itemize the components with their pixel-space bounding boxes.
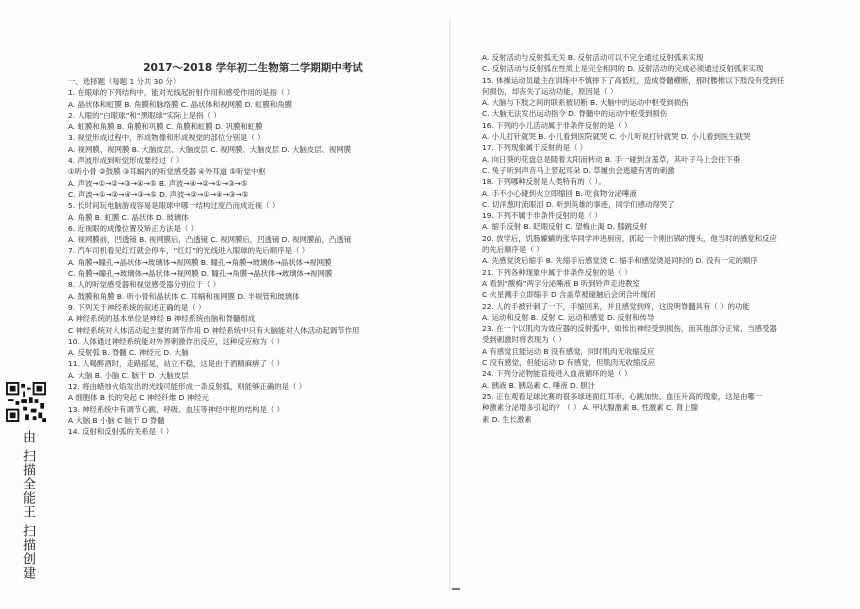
- right-page-line: A. 大脑与下肢之间的联系被切断 B. 大脑中的运动中枢受到损伤: [482, 98, 689, 108]
- right-page-line: A 看到“酸梅”两字分泌唾液 B 听到铃声走进教室: [482, 278, 640, 288]
- left-page-line: C 神经系统对人体活动起主要的调节作用 D 神经系统中只有大脑能对人体活动起调节作用: [68, 325, 360, 335]
- right-page-line: 25. 正在观看足球比赛的很多球迷面红耳赤、心跳加快、血压升高的现象，这是由哪一: [482, 391, 763, 401]
- right-question-list: [482, 52, 842, 425]
- right-page-line: 20. 放学后，饥肠辘辘的张华同学冲进厨房，抓起一个刚出锅的馒头，他当时的感觉和反应: [482, 233, 777, 243]
- left-page-line: A. 声波→①→②→③→④→⑤ B. 声波→④→②→①→③→⑤: [68, 178, 248, 188]
- left-page-line: A. 晶状体和虹膜 B. 角膜和脉络膜 C. 晶状体和视网膜 D. 虹膜和角膜: [68, 99, 293, 109]
- left-page-line: A. 视网膜前，凹透镜 B. 视网膜后，凸透镜 C. 视网膜后，凹透镜 D. 视网膜前，凸透镜: [68, 235, 352, 245]
- left-page-line: A. 反射弧 B. 脊髓 C. 神经元 D. 大脑: [68, 348, 189, 358]
- right-page-line: C. 反射活动与反射弧在性质上是完全相同的 D. 反射活动的完成必须通过反射弧来实现: [482, 64, 764, 74]
- right-page-line: A. 向日葵的花盘总是随着太阳而转动 B. 手一碰到含羞草，其叶子马上会往下垂: [482, 154, 741, 164]
- scanner-app-label: 由 扫描全能王 扫描创建: [20, 430, 35, 581]
- page-fold-line: [449, 20, 451, 590]
- left-page-line: 1. 在眼球的下列结构中，能对光线起折射作用和感受作用的是指（ ）: [68, 88, 295, 98]
- left-page-line: A 大脑 B 小脑 C 脑干 D 脊髓: [68, 415, 165, 425]
- left-page-line: 10. 人体通过神经系统能对外界刺激作出反应，这种反应称为（ ）: [68, 336, 285, 346]
- right-page-line: A. 先感觉烫后缩手 B. 先缩手后感觉烫 C. 缩手和感觉烫是同时的 D. 没有一定的顺序: [482, 256, 758, 266]
- left-page-line: A. 视网膜、视网膜 B. 大脑皮层、大脑皮层 C. 视网膜、大脑皮层 D. 大脑皮层、视网膜: [68, 144, 352, 154]
- right-page-line: A. 反射活动与反射弧无关 B. 反射活动可以不完全通过反射弧来实现: [482, 53, 704, 62]
- right-page-line: A. 胰液 B. 胰岛素 C. 唾液 D. 胆汁: [482, 380, 596, 390]
- left-page-line: 2. 人眼的“白眼球”和“黑眼球”实际上是指（ ）: [68, 110, 221, 120]
- left-page-line: 5. 长时间玩电脑游戏容易是眼球中哪一结构过度凸而成近视（ ）: [68, 201, 280, 211]
- right-page-line: A 有感觉且能运动 B 没有感觉，同时肌肉无收缩反应: [482, 346, 655, 356]
- right-page-line: 受到刺激时将表现为（ ）: [482, 335, 566, 345]
- left-page-line: ①听小骨 ②鼓膜 ③耳蜗内的听觉感受器 ④外耳道 ⑤听觉中枢: [68, 167, 266, 177]
- right-page-line: C. 兔子听到声音马上竖起耳朵 D. 草履虫会逃避有害的刺激: [482, 165, 675, 175]
- left-page-line: 11. 人喝醉酒时，走路摇晃，站立不稳，这是由于酒精麻痹了（ ）: [68, 359, 285, 369]
- right-page-line: 22. 人的手被针刺了一下，手缩回来，并且感觉到疼，这说明脊髓具有（ ）的功能: [482, 301, 750, 311]
- left-page-line: 6. 近视眼的成像位置及矫正方法是（ ）: [68, 223, 199, 233]
- left-page: [68, 52, 438, 597]
- right-page: [482, 52, 842, 597]
- right-page-line: 19. 下列不属于非条件反射的是（ ）: [482, 211, 602, 221]
- left-page-line: C. 声波→①→②→④→③→⑤ D. 声波→②→①→④→③→⑤: [68, 189, 249, 199]
- right-page-line: 15. 体操运动员最主在训练中不慎摔下了高低杠，造成脊髓横断，那时腰椎以下肢没有受到任: [482, 75, 785, 85]
- left-page-line: 7. 汽车司机看见红灯就会停车，“红灯”的光线进入眼球的先后顺序是（ ）: [68, 246, 310, 256]
- left-page-line: A 神经系统的基本单位是神经 B 神经系统由脑和脊髓组成: [68, 314, 256, 324]
- right-page-line: 18. 下列哪种反射是人类特有的（ ）。: [482, 177, 606, 187]
- left-page-line: 9. 下列关于神经系统的叙述正确的是（ ）: [68, 302, 206, 312]
- right-page-line: 21. 下列各种现象中属于非条件反射的是（ ）: [482, 267, 632, 277]
- left-page-line: 13. 神经系统中有调节心跳、呼吸、血压等神经中枢的结构是（ ）: [68, 404, 285, 414]
- left-page-line: A 细胞体 B 长的突起 C 神经纤维 D 神经元: [68, 393, 209, 403]
- left-page-line: A. 虹膜和角膜 B. 角膜和巩膜 C. 角膜和虹膜 D. 巩膜和虹膜: [68, 122, 263, 132]
- right-page-line: 种激素分泌增多引起的？（ ） A. 甲状腺激素 B. 性激素 C. 肾上腺: [482, 403, 699, 413]
- left-page-line: 12. 将由蜡烛火焰发出的光线可能形成一条反射弧，则能够正确的是（ ）: [68, 382, 307, 392]
- right-page-line: 17. 下列现象属于反射的是（ ）: [482, 143, 588, 153]
- right-page-line: 的先后顺序是（ ）: [482, 245, 544, 255]
- left-question-list: [68, 76, 438, 438]
- left-page-line: C. 角膜→瞳孔→玻璃体→晶状体→视网膜 D. 瞳孔→角膜→晶状体→玻璃体→视网膜: [68, 269, 333, 279]
- left-page-line: 3. 视觉形成过程中，形成物像和形成视觉的部位分别是（ ）: [68, 133, 265, 143]
- right-page-line: 23. 在一个以肌肉为效应器的反射弧中，如传出神经受到损伤，而其他部分正常，当感受器: [482, 324, 777, 334]
- left-page-line: A. 大脑 B. 小脑 C. 脑干 D. 大脑皮层: [68, 370, 189, 380]
- right-page-line: C. 切洋葱时流眼泪 D. 听到英雄的事迹，同学们感动得哭了: [482, 199, 675, 209]
- right-page-line: A. 缩手反射 B. 眨眼反射 C. 望梅止渴 D. 膝跳反射: [482, 222, 647, 232]
- right-page-line: C 火星溅手立即缩手 D 含盖草被碰触后会闭合叶缘闭: [482, 290, 656, 300]
- left-page-line: 8. 人的听觉感受器和视觉感受器分别位于（ ）: [68, 280, 221, 290]
- right-page-line: 素 D. 生长激素: [482, 414, 532, 424]
- scanner-watermark: [0, 370, 60, 609]
- exam-title: 2017～2018 学年初二生物第二学期期中考试: [143, 62, 363, 74]
- qr-code-icon: [6, 382, 46, 422]
- right-page-line: 16. 下列的小儿活动属于非条件反射的是（ ）: [482, 120, 632, 130]
- left-page-line: A. 角膜 B. 虹膜 C. 晶状体 D. 玻璃体: [68, 212, 189, 222]
- left-page-line: A. 角膜→瞳孔→晶状体→玻璃体→视网膜 B. 瞳孔→角膜→玻璃体→晶状体→视网膜: [68, 257, 332, 267]
- right-page-line: 何损伤，却丧失了运动功能，原因是（ ）: [482, 86, 618, 96]
- right-page-line: C 没有感觉，但能运动 D 有感觉，但肌肉无收缩反应: [482, 358, 656, 368]
- right-page-line: C. 大脑无法发出运动指令 D. 脊髓中的运动中枢受到损伤: [482, 109, 668, 119]
- scan-mark: [452, 588, 460, 590]
- left-page-line: 一、选择题（每题 1 分共 30 分）: [68, 77, 181, 86]
- left-page-line: 4. 声波形成到听觉形成要经过（ ）: [68, 156, 184, 166]
- left-page-line: 14. 反射和反射弧的关系是（ ）: [68, 427, 174, 437]
- right-page-line: A. 运动和反射 B. 反射 C. 运动和感觉 D. 反射和传导: [482, 312, 655, 322]
- right-page-line: A. 小儿打针就哭 B. 小儿看到医院就哭 C. 小儿听说打针就哭 D. 小儿看到医生就哭: [482, 132, 751, 142]
- right-page-line: 24. 下列分泌物能直接进入血液循环的是（ ）: [482, 369, 632, 379]
- left-page-line: A. 鼓膜和角膜 B. 听小骨和晶状体 C. 耳蜗和视网膜 D. 半规管和玻璃体: [68, 291, 300, 301]
- right-page-line: A. 手不小心碰到火立即缩回 B. 吃食物分泌唾液: [482, 188, 637, 198]
